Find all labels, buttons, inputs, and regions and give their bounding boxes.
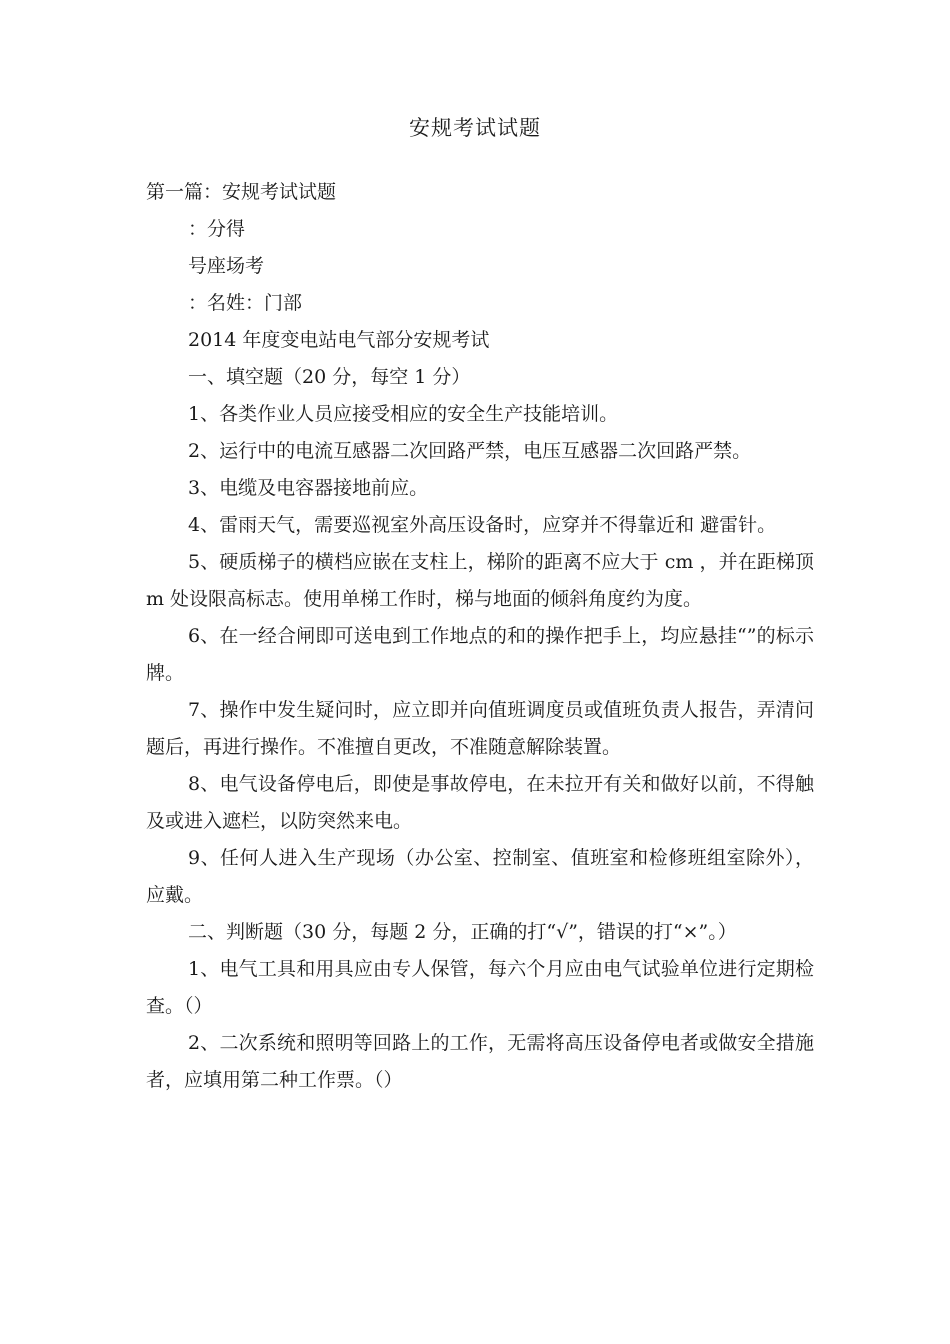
question-paragraph: 1、各类作业人员应接受相应的安全生产技能培训。 (188, 403, 619, 425)
part-one-heading: 一、填空题（20 分，每空 1 分） (188, 366, 471, 388)
document-title: 安规考试试题 (409, 116, 541, 140)
question-paragraph: 8、电气设备停电后，即使是事故停电，在未拉开有关和做好以前，不得触及或进入遮栏，以防突然来电。 (146, 773, 814, 832)
part-two-heading: 二、判断题（30 分，每题 2 分，正确的打“√”，错误的打“×”。） (188, 921, 737, 943)
section-heading: 第一篇：安规考试试题 (146, 181, 337, 203)
question-paragraph: 2、运行中的电流互感器二次回路严禁，电压互感器二次回路严禁。 (188, 440, 752, 462)
name-department-line: ：名姓：门部 (188, 292, 303, 314)
question-paragraph: 4、雷雨天气，需要巡视室外高压设备时，应穿并不得靠近和 避雷针。 (188, 514, 777, 536)
question-paragraph: 7、操作中发生疑问时，应立即并向值班调度员或值班负责人报告，弄清问题后，再进行操作。不准擅自更改，不准随意解除装置。 (146, 699, 814, 758)
question-paragraph: 6、在一经合闸即可送电到工作地点的和的操作把手上，均应悬挂“”的标示牌。 (146, 625, 814, 684)
question-paragraph: 5、硬质梯子的横档应嵌在支柱上，梯阶的距离不应大于 cm ，并在距梯顶 m 处设限高标志。使用单梯工作时，梯与地面的倾斜角度约为度。 (146, 551, 814, 610)
question-paragraph: 1、电气工具和用具应由专人保管，每六个月应由电气试验单位进行定期检查。（） (146, 958, 814, 1017)
document-body (146, 174, 814, 1099)
question-paragraph: 9、任何人进入生产现场（办公室、控制室、值班室和检修班组室除外），应戴。 (146, 847, 814, 906)
exam-subtitle: 2014 年度变电站电气部分安规考试 (188, 329, 490, 351)
question-paragraph: 3、电缆及电容器接地前应。 (188, 477, 429, 499)
score-line: ：分得 (188, 218, 246, 240)
question-paragraph: 2、二次系统和照明等回路上的工作，无需将高压设备停电者或做安全措施者，应填用第二种工作票。（） (146, 1032, 814, 1091)
seat-number-line: 号座场考 (188, 255, 265, 277)
